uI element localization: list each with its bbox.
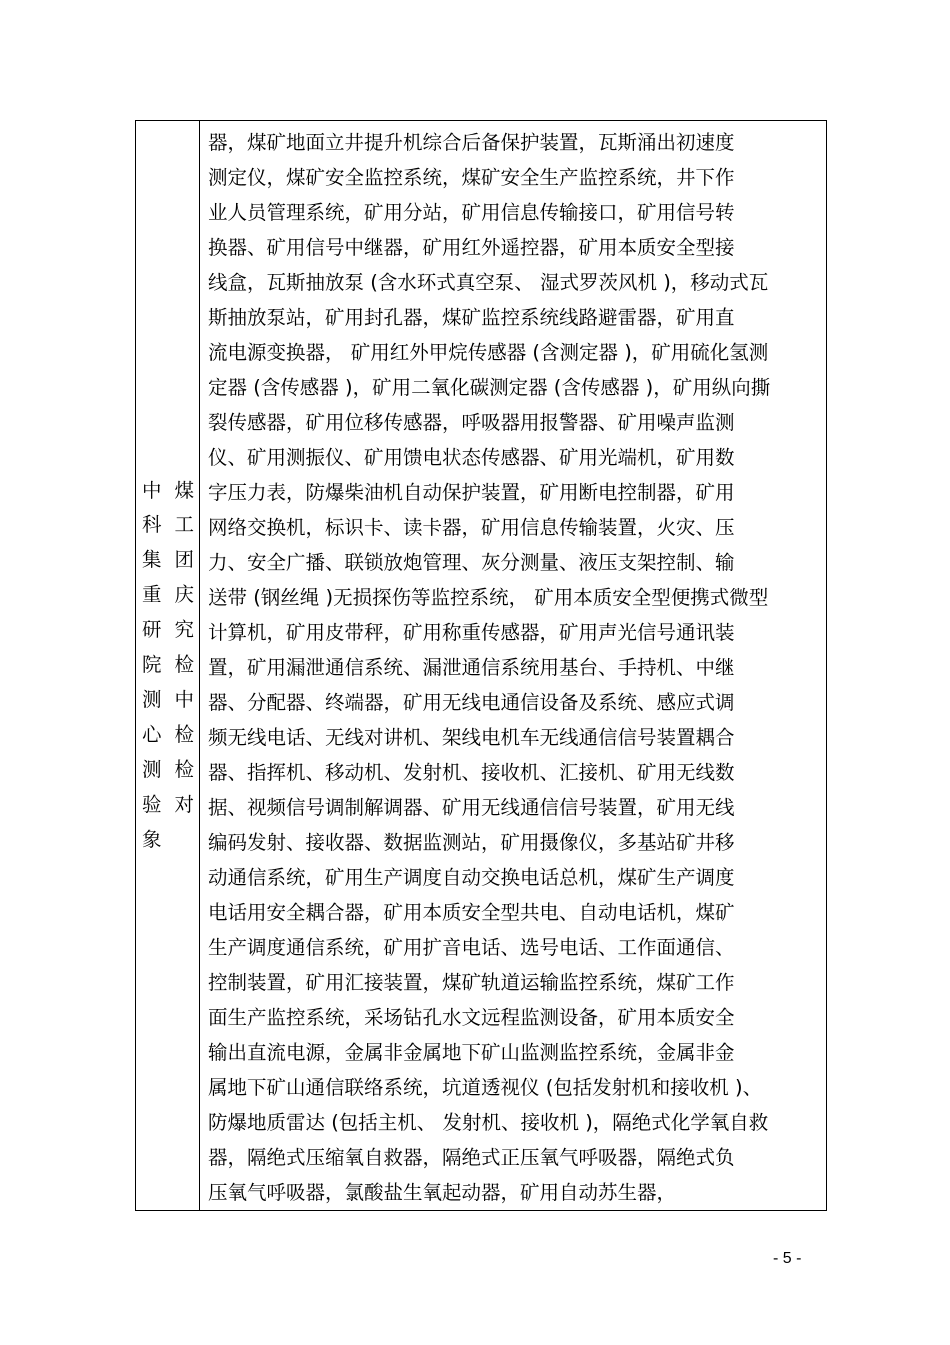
detection-scope-table: [135, 120, 827, 1211]
content-line: 器、分配器、终端器，矿用无线电通信设备及系统、感应式调: [208, 691, 735, 714]
content-line: 斯抽放泵站，矿用封孔器，煤矿监控系统线路避雷器，矿用直: [208, 306, 735, 329]
content-line: 流电源变换器， 矿用红外甲烷传感器 (含测定器 )，矿用硫化氢测: [208, 341, 769, 364]
content-line: 生产调度通信系统，矿用扩音电话、选号电话、工作面通信、: [208, 936, 735, 959]
content-line: 置，矿用漏泄通信系统、漏泄通信系统用基台、手持机、中继: [208, 656, 735, 679]
content-cell: [200, 121, 827, 1211]
content-text: [200, 121, 826, 1210]
content-line: 输出直流电源，金属非金属地下矿山监测监控系统，金属非金: [208, 1041, 735, 1064]
content-line: 器，隔绝式压缩氧自救器，隔绝式正压氧气呼吸器，隔绝式负: [208, 1146, 735, 1169]
content-line: 属地下矿山通信联络系统，坑道透视仪 (包括发射机和接收机 )、: [208, 1076, 763, 1099]
content-line: 送带 (钢丝绳 )无损探伤等监控系统， 矿用本质安全型便携式微型: [208, 586, 769, 609]
content-line: 控制装置，矿用汇接装置，煤矿轨道运输监控系统，煤矿工作: [208, 971, 735, 994]
content-line: 压氧气呼吸器，氯酸盐生氧起动器，矿用自动苏生器，: [208, 1181, 677, 1204]
content-line: 换器、矿用信号中继器，矿用红外遥控器，矿用本质安全型接: [208, 236, 735, 259]
table-row: [136, 121, 827, 1211]
content-line: 据、视频信号调制解调器、矿用无线通信信号装置，矿用无线: [208, 796, 735, 819]
content-line: 裂传感器，矿用位移传感器，呼吸器用报警器、矿用噪声监测: [208, 411, 735, 434]
label-cell: [136, 121, 200, 1211]
content-line: 电话用安全耦合器，矿用本质安全型共电、自动电话机，煤矿: [208, 901, 735, 924]
content-line: 计算机，矿用皮带秤，矿用称重传感器，矿用声光信号通讯装: [208, 621, 735, 644]
row-label: 中煤科工集团重庆研究院检测中心检测检验对象: [142, 478, 194, 851]
content-line: 网络交换机，标识卡、读卡器，矿用信息传输装置，火灾、压: [208, 516, 735, 539]
content-line: 频无线电话、无线对讲机、架线电机车无线通信信号装置耦合: [208, 726, 735, 749]
content-line: 防爆地质雷达 (包括主机、 发射机、接收机 )，隔绝式化学氧自救: [208, 1111, 769, 1134]
content-line: 动通信系统，矿用生产调度自动交换电话总机，煤矿生产调度: [208, 866, 735, 889]
content-line: 线盒，瓦斯抽放泵 (含水环式真空泵、 湿式罗茨风机 )，移动式瓦: [208, 271, 769, 294]
content-line: 器，煤矿地面立井提升机综合后备保护装置，瓦斯涌出初速度: [208, 131, 735, 154]
content-line: 器、指挥机、移动机、发射机、接收机、汇接机、矿用无线数: [208, 761, 735, 784]
content-line: 仪、矿用测振仪、矿用馈电状态传感器、矿用光端机，矿用数: [208, 446, 735, 469]
content-line: 面生产监控系统，采场钻孔水文远程监测设备，矿用本质安全: [208, 1006, 735, 1029]
page-number: - 5 -: [773, 1250, 802, 1267]
content-line: 字压力表，防爆柴油机自动保护装置，矿用断电控制器，矿用: [208, 481, 735, 504]
content-line: 测定仪，煤矿安全监控系统，煤矿安全生产监控系统，井下作: [208, 166, 735, 189]
content-line: 力、安全广播、联锁放炮管理、灰分测量、液压支架控制、输: [208, 551, 735, 574]
content-line: 定器 (含传感器 )，矿用二氧化碳测定器 (含传感器 )，矿用纵向撕: [208, 376, 771, 399]
content-line: 业人员管理系统，矿用分站，矿用信息传输接口，矿用信号转: [208, 201, 735, 224]
content-line: 编码发射、接收器、数据监测站，矿用摄像仪，多基站矿井移: [208, 831, 735, 854]
